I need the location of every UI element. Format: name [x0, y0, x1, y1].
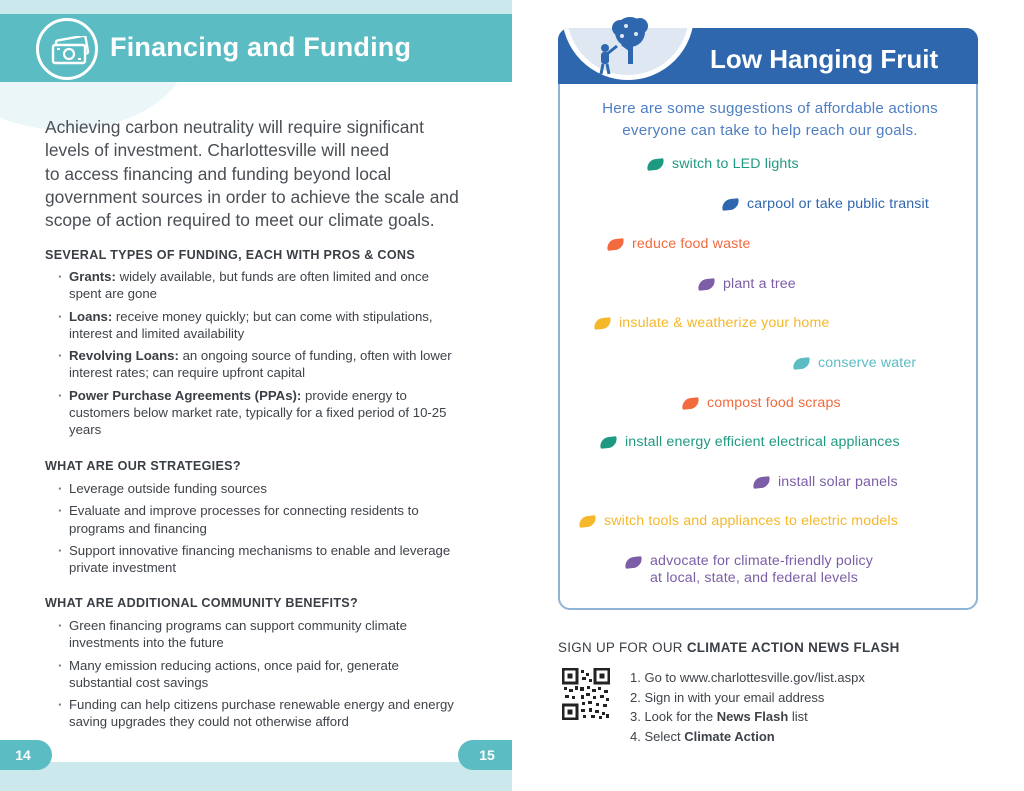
card-intro-line: Here are some suggestions of affordable actions [602, 100, 938, 117]
leaf-icon [578, 515, 596, 528]
tip-text: plant a tree [723, 276, 796, 292]
intro-line: scope of action required to meet our climate goals. [45, 210, 435, 231]
tip-item [698, 276, 796, 292]
benefits-heading: WHAT ARE ADDITIONAL COMMUNITY BENEFITS? [45, 596, 359, 610]
signup-step: 2. Sign in with your email address [630, 689, 825, 705]
tip-text: compost food scraps [707, 395, 841, 411]
page-number-left: 14 [0, 740, 52, 770]
list-item: · Leverage outside funding sources [58, 480, 463, 497]
signup-step: 1. Go to www.charlottesville.gov/list.aspx [630, 670, 865, 685]
tip-item [607, 236, 751, 252]
signup-step: 3. Look for the News Flash list [630, 709, 808, 725]
funding-types-list [58, 268, 463, 444]
leaf-icon [624, 556, 642, 569]
list-item: · Revolving Loans: an ongoing source of funding, often with lower interest rates; can require upfront capital [58, 347, 463, 382]
qr-code-icon[interactable] [562, 668, 610, 720]
tip-text: conserve water [818, 355, 917, 371]
card-title: Low Hanging Fruit [710, 44, 939, 74]
list-item: · Loans: receive money quickly; but can come with stipulations, interest and limited availability [58, 308, 463, 343]
tip-item [682, 395, 841, 411]
tip-text: switch to LED lights [672, 156, 799, 172]
intro-line: Achieving carbon neutrality will require significant [45, 117, 424, 137]
funding-types-heading: SEVERAL TYPES OF FUNDING, EACH WITH PROS & CONS [45, 248, 416, 262]
tip-item [600, 434, 900, 450]
leaf-icon [752, 476, 770, 489]
tip-item [625, 553, 873, 587]
tip-text: reduce food waste [632, 236, 751, 252]
leaf-icon [646, 158, 664, 171]
list-item: · Many emission reducing actions, once paid for, generate substantial cost savings [58, 657, 463, 692]
leaf-icon [599, 436, 617, 449]
list-item: · Evaluate and improve processes for connecting residents to programs and financing [58, 502, 463, 537]
tip-text: install energy efficient electrical appliances [625, 434, 900, 450]
tip-item [579, 513, 898, 529]
right-page [512, 0, 1024, 791]
list-item: · Grants: widely available, but funds are often limited and once spent are gone [58, 268, 463, 303]
list-item: · Green financing programs can support community climate investments into the future [58, 617, 463, 652]
page-number-right: 15 [458, 740, 512, 770]
strategies-list [58, 480, 463, 581]
intro-line: to access financing and funding beyond local [45, 163, 392, 184]
tip-item [722, 196, 929, 212]
page-title: Financing and Funding [110, 32, 412, 62]
leaf-icon [593, 317, 611, 330]
leaf-icon [681, 397, 699, 410]
signup-step: 4. Select Climate Action [630, 728, 775, 744]
strategies-heading: WHAT ARE OUR STRATEGIES? [45, 459, 241, 473]
signup-steps [630, 668, 865, 746]
benefits-list [58, 617, 463, 736]
leaf-icon [792, 357, 810, 370]
intro-line: levels of investment. Charlottesville will need [45, 140, 390, 161]
list-item: · Power Purchase Agreements (PPAs): provide energy to customers below market rate, typically for a fixed period of 10-25 years [58, 387, 463, 439]
top-strip [0, 0, 512, 14]
tip-item [793, 355, 916, 371]
tip-text: install solar panels [778, 474, 898, 490]
leaf-icon [606, 238, 624, 251]
tip-text: carpool or take public transit [747, 196, 929, 212]
list-item: · Support innovative financing mechanisms to enable and leverage private investment [58, 542, 463, 577]
tip-item [753, 474, 898, 490]
tip-text: insulate & weatherize your home [619, 315, 830, 331]
card-intro [570, 98, 970, 142]
list-item: · Funding can help citizens purchase renewable energy and energy saving upgrades they could not otherwise afford [58, 696, 463, 731]
intro-line: government sources in order to achieve the scale and [45, 186, 459, 207]
signup-heading: SIGN UP FOR OUR CLIMATE ACTION NEWS FLASH [558, 640, 900, 655]
person-picking-fruit-tree-icon [590, 14, 660, 84]
intro-paragraph [45, 116, 470, 232]
money-bills-icon [36, 18, 98, 80]
tip-text: advocate for climate-friendly policy at local, state, and federal levels [650, 553, 874, 586]
leaf-icon [721, 198, 739, 211]
leaf-icon [697, 278, 715, 291]
tip-item [594, 315, 829, 331]
tip-item [647, 156, 799, 172]
card-intro-line: everyone can take to help reach our goals. [622, 122, 918, 139]
tip-text: switch tools and appliances to electric models [604, 513, 898, 529]
